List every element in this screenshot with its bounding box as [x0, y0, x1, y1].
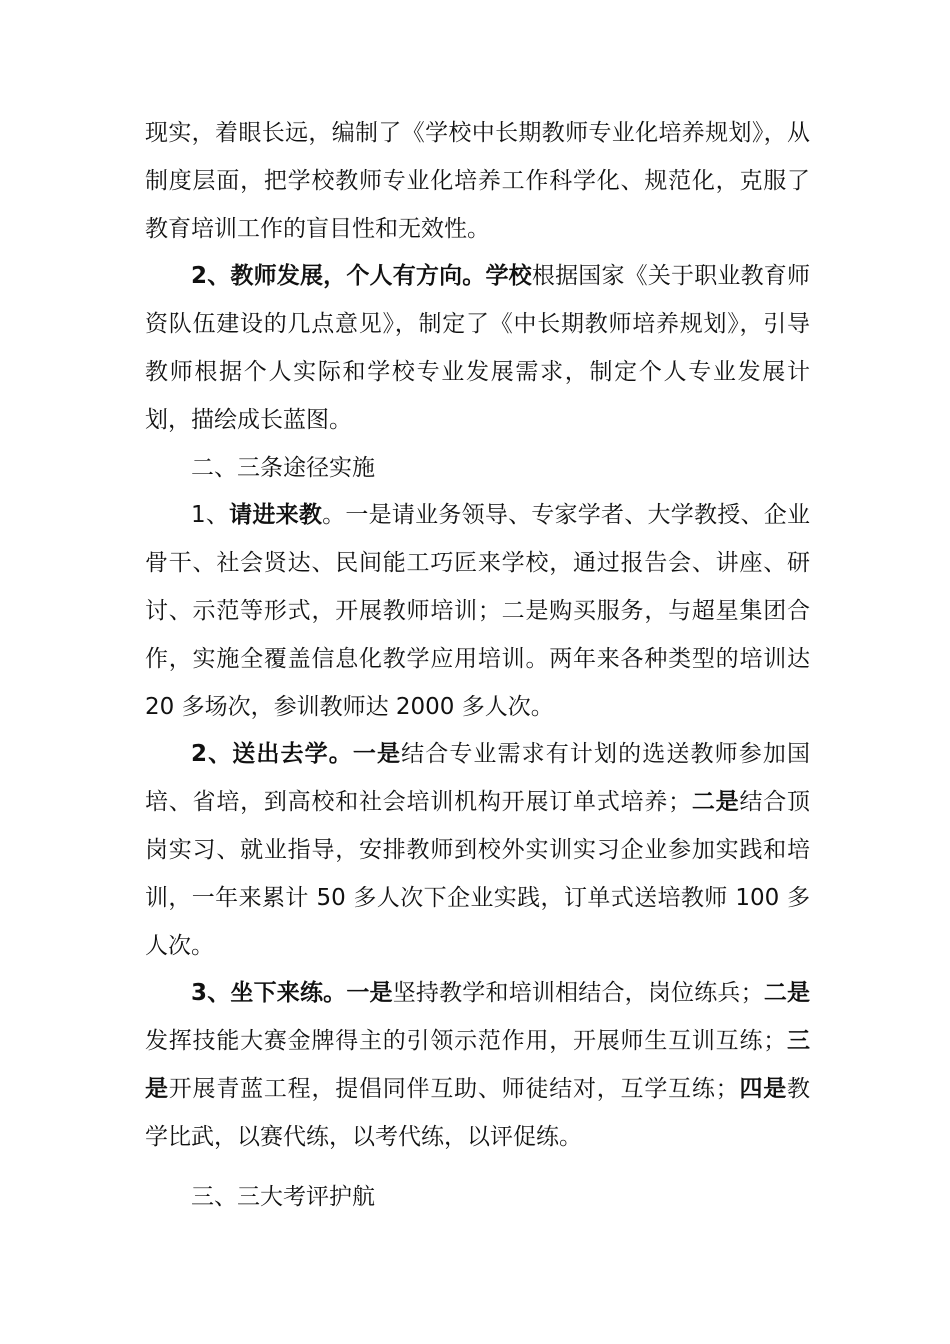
- paragraph-5-bold-b: 二是: [763, 980, 811, 1007]
- paragraph-5-text-c: 开展青蓝工程，提倡同伴互助、师徒结对，互学互练；: [168, 1075, 739, 1102]
- paragraph-2-text: 根据国家《关于职业教育师资队伍建设的几点意见》，制定了《中长期教师培养规划》，引导教师根据个人实际和学校专业发展需求，制定个人专业发展计划，描绘成长蓝图。: [145, 263, 810, 433]
- document-body: [145, 110, 810, 1221]
- paragraph-4-text-a: 结合专业需求有计划的选送教师参加国培、省培，到高校和社会培训机构开展订单式培养；: [145, 741, 810, 816]
- paragraph-4: [145, 731, 810, 970]
- paragraph-4-text-b: 结合顶岗实习、就业指导，安排教师到校外实训实习企业参加实践和培训，一年来累计 50 多人次下企业实践，订单式送培教师 100 多人次。: [145, 789, 811, 959]
- paragraph-3-text: 。一是请业务领导、专家学者、大学教授、企业骨干、社会贤达、民间能工巧匠来学校，通过报告会、讲座、研讨、示范等形式，开展教师培训；二是购买服务，与超星集团合作，实施全覆盖信息化教学应用培训。两年来各种类型的培训达 20 多场次，参训教师达 2000 多人次。: [145, 502, 811, 720]
- paragraph-3-bold-lead: 请进来教: [229, 502, 323, 529]
- paragraph-5-bold-c: 三是: [145, 1028, 811, 1102]
- section-heading-3: [145, 1174, 810, 1222]
- paragraph-5-text-d: 教学比武，以赛代练，以考代练，以评促练。: [145, 1075, 811, 1150]
- paragraph-3: [145, 492, 810, 731]
- section-heading-2: [145, 445, 810, 493]
- section-heading-2-text: 二、三条途径实施: [191, 454, 375, 481]
- section-heading-3-text: 三、三大考评护航: [191, 1183, 375, 1210]
- paragraph-5-text-b: 发挥技能大赛金牌得主的引领示范作用，开展师生互训互练；: [145, 1028, 787, 1055]
- paragraph-3-number: 1、: [191, 502, 230, 529]
- paragraph-1: [145, 110, 810, 253]
- paragraph-1-text: 现实，着眼长远，编制了《学校中长期教师专业化培养规划》，从制度层面，把学校教师专业化培养工作科学化、规范化，克服了教育培训工作的盲目性和无效性。: [145, 120, 810, 242]
- paragraph-5: [145, 970, 810, 1161]
- paragraph-5-text-a: 坚持教学和培训相结合，岗位练兵；: [392, 980, 764, 1007]
- paragraph-4-bold-b: 二是: [691, 789, 740, 816]
- paragraph-5-bold-lead: 3、坐下来练。一是: [191, 980, 393, 1007]
- paragraph-2-bold-lead: 2、教师发展，个人有方向。学校: [191, 263, 532, 290]
- paragraph-5-bold-d: 四是: [738, 1075, 788, 1102]
- paragraph-2: [145, 253, 810, 444]
- paragraph-4-bold-lead: 2、送出去学。一是: [191, 741, 402, 768]
